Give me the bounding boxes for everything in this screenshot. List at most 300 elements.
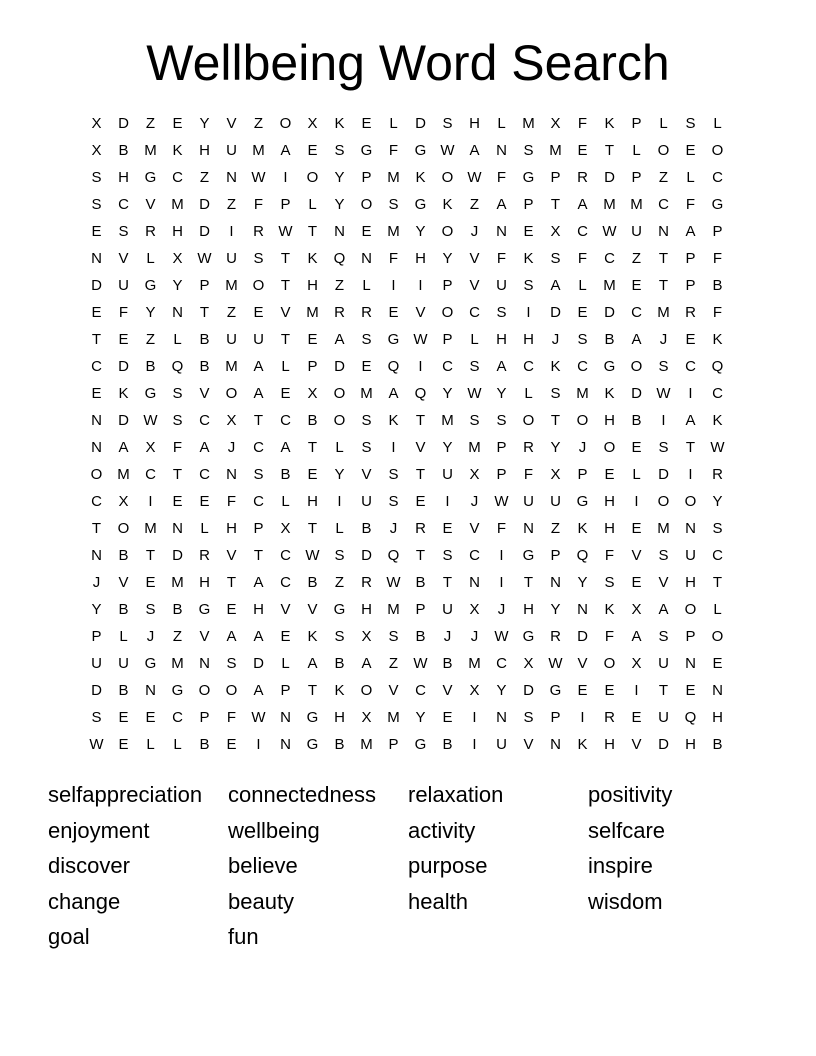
grid-letter: L: [686, 169, 695, 186]
grid-letter: J: [578, 439, 587, 456]
grid-letter: S: [361, 331, 372, 348]
grid-letter: J: [146, 628, 155, 645]
grid-letter: O: [711, 142, 724, 159]
grid-letter: R: [145, 223, 156, 240]
grid-letter: T: [415, 547, 426, 564]
grid-letter: Y: [172, 277, 183, 294]
grid-letter: B: [415, 574, 426, 591]
grid-letter: E: [631, 277, 642, 294]
grid-letter: L: [146, 250, 155, 267]
grid-letter: C: [685, 358, 696, 375]
grid-letter: D: [361, 547, 372, 564]
grid-letter: N: [658, 223, 669, 240]
grid-letter: O: [225, 682, 238, 699]
grid-letter: X: [361, 709, 372, 726]
grid-letter: J: [227, 439, 236, 456]
grid-letter: A: [334, 331, 345, 348]
grid-letter: X: [91, 142, 102, 159]
grid-letter: T: [91, 331, 102, 348]
grid-letter: E: [145, 709, 156, 726]
grid-letter: B: [118, 601, 129, 618]
grid-letter: R: [415, 520, 426, 537]
grid-letter: A: [496, 196, 507, 213]
grid-letter: G: [522, 169, 535, 186]
grid-letter: F: [685, 196, 696, 213]
grid-letter: I: [472, 709, 477, 726]
grid-letter: W: [386, 574, 401, 591]
grid-letter: W: [710, 439, 725, 456]
grid-letter: A: [118, 439, 129, 456]
grid-letter: U: [496, 277, 507, 294]
grid-letter: N: [334, 223, 345, 240]
grid-letter: O: [684, 493, 697, 510]
grid-letter: D: [118, 412, 129, 429]
grid-letter: B: [334, 655, 345, 672]
grid-letter: J: [551, 331, 560, 348]
grid-letter: V: [280, 304, 291, 321]
word-list-item: selfappreciation: [48, 782, 203, 807]
grid-letter: U: [631, 223, 642, 240]
grid-letter: Z: [253, 115, 264, 132]
grid-letter: H: [334, 709, 345, 726]
grid-letter: I: [688, 466, 693, 483]
word-list-item: connectedness: [228, 782, 376, 807]
grid-letter: E: [226, 736, 237, 753]
grid-letter: L: [173, 736, 182, 753]
grid-letter: L: [497, 115, 506, 132]
grid-letter: A: [199, 439, 210, 456]
grid-letter: K: [388, 412, 399, 429]
grid-letter: O: [225, 385, 238, 402]
grid-letter: V: [118, 574, 129, 591]
grid-letter: C: [145, 466, 156, 483]
grid-letter: K: [604, 601, 615, 618]
grid-letter: L: [389, 115, 398, 132]
grid-letter: V: [469, 277, 480, 294]
grid-letter: V: [523, 736, 534, 753]
grid-letter: X: [172, 250, 183, 267]
grid-letter: E: [361, 358, 372, 375]
grid-letter: W: [413, 655, 428, 672]
grid-letter: V: [145, 196, 156, 213]
grid-letter: E: [253, 304, 264, 321]
grid-letter: S: [523, 142, 534, 159]
grid-letter: S: [118, 223, 129, 240]
grid-letter: T: [415, 412, 426, 429]
grid-letter: E: [118, 331, 129, 348]
grid-letter: Z: [388, 655, 399, 672]
grid-letter: D: [118, 115, 129, 132]
grid-letter: D: [91, 682, 102, 699]
grid-letter: G: [144, 169, 157, 186]
grid-letter: L: [578, 277, 587, 294]
grid-letter: S: [523, 709, 534, 726]
grid-letter: U: [658, 709, 669, 726]
grid-letter: S: [550, 250, 561, 267]
word-list-item: health: [408, 888, 468, 914]
grid-letter: R: [361, 304, 372, 321]
grid-letter: T: [145, 547, 156, 564]
grid-letter: A: [631, 628, 642, 645]
grid-letter: H: [712, 709, 723, 726]
grid-letter: W: [467, 385, 482, 402]
grid-letter: A: [307, 655, 318, 672]
grid-letter: M: [360, 385, 373, 402]
grid-letter: S: [658, 358, 669, 375]
word-list-item: fun: [228, 924, 259, 949]
grid-letter: F: [496, 169, 507, 186]
grid-letter: S: [388, 493, 399, 510]
grid-letter: Q: [711, 358, 724, 375]
grid-row: [83, 650, 731, 677]
grid-letter: G: [387, 331, 400, 348]
grid-letter: D: [604, 169, 615, 186]
grid-letter: M: [360, 736, 373, 753]
grid-letter: U: [361, 493, 372, 510]
grid-letter: Y: [442, 250, 453, 267]
grid-letter: U: [226, 250, 237, 267]
grid-letter: L: [632, 142, 641, 159]
grid-letter: Z: [550, 520, 561, 537]
grid-letter: S: [91, 196, 102, 213]
grid-letter: F: [577, 250, 588, 267]
grid-letter: T: [280, 250, 291, 267]
grid-letter: T: [307, 223, 318, 240]
grid-letter: I: [337, 493, 342, 510]
grid-letter: V: [631, 547, 642, 564]
grid-letter: I: [256, 736, 261, 753]
grid-row: [83, 677, 731, 704]
grid-letter: C: [469, 547, 480, 564]
grid-letter: T: [307, 520, 318, 537]
grid-letter: K: [577, 520, 588, 537]
grid-letter: P: [685, 628, 696, 645]
grid-letter: T: [523, 574, 534, 591]
grid-letter: E: [685, 331, 696, 348]
grid-letter: D: [658, 736, 669, 753]
grid-letter: F: [226, 709, 237, 726]
grid-letter: U: [442, 601, 453, 618]
grid-letter: P: [523, 196, 534, 213]
grid-letter: F: [604, 547, 615, 564]
grid-letter: M: [252, 142, 265, 159]
grid-letter: D: [604, 304, 615, 321]
grid-letter: L: [524, 385, 533, 402]
grid-letter: E: [388, 304, 399, 321]
grid-letter: G: [306, 709, 319, 726]
grid-letter: N: [91, 412, 102, 429]
grid-letter: E: [118, 709, 129, 726]
grid-letter: U: [253, 331, 264, 348]
grid-letter: I: [661, 412, 666, 429]
grid-letter: H: [604, 493, 615, 510]
grid-letter: S: [388, 466, 399, 483]
grid-letter: C: [712, 169, 723, 186]
grid-letter: M: [171, 655, 184, 672]
grid-letter: N: [361, 250, 372, 267]
word-list-item: goal: [48, 924, 90, 949]
grid-letter: P: [550, 547, 561, 564]
grid-letter: U: [226, 331, 237, 348]
grid-letter: B: [199, 331, 210, 348]
grid-letter: V: [361, 466, 372, 483]
grid-letter: N: [469, 574, 480, 591]
grid-letter: F: [226, 493, 237, 510]
grid-row: [83, 704, 731, 731]
word-list-item: selfcare: [588, 817, 666, 843]
grid-letter: W: [413, 331, 428, 348]
grid-letter: V: [658, 574, 669, 591]
grid-letter: Y: [712, 493, 723, 510]
grid-letter: F: [388, 250, 399, 267]
grid-letter: U: [442, 466, 453, 483]
grid-letter: E: [172, 493, 183, 510]
grid-letter: Q: [414, 385, 427, 402]
grid-letter: S: [604, 574, 615, 591]
grid-letter: Y: [334, 466, 345, 483]
grid-letter: Z: [226, 196, 237, 213]
grid-letter: S: [469, 412, 480, 429]
grid-letter: X: [469, 466, 480, 483]
grid-letter: C: [280, 547, 291, 564]
grid-letter: E: [712, 655, 723, 672]
grid-letter: N: [280, 736, 291, 753]
page-title: Wellbeing Word Search: [146, 35, 670, 91]
grid-letter: A: [496, 358, 507, 375]
grid-letter: A: [253, 385, 264, 402]
grid-letter: U: [685, 547, 696, 564]
grid-letter: S: [253, 466, 264, 483]
grid-row: [83, 137, 731, 164]
grid-letter: W: [305, 547, 320, 564]
grid-letter: Y: [442, 385, 453, 402]
grid-row: [83, 461, 731, 488]
grid-letter: H: [199, 574, 210, 591]
grid-letter: M: [306, 304, 319, 321]
grid-letter: H: [523, 601, 534, 618]
grid-letter: Y: [496, 682, 507, 699]
word-list-item: believe: [228, 853, 298, 878]
grid-letter: O: [711, 628, 724, 645]
grid-letter: K: [334, 682, 345, 699]
grid-letter: T: [658, 250, 669, 267]
grid-letter: H: [469, 115, 480, 132]
grid-letter: X: [280, 520, 291, 537]
grid-letter: A: [685, 223, 696, 240]
grid-letter: R: [253, 223, 264, 240]
grid-row: [83, 488, 731, 515]
word-list: [48, 777, 768, 955]
grid-letter: Z: [334, 277, 345, 294]
grid-letter: G: [576, 493, 589, 510]
word-list-item: discover: [48, 853, 130, 878]
grid-letter: C: [280, 574, 291, 591]
grid-letter: Z: [469, 196, 480, 213]
grid-letter: T: [280, 277, 291, 294]
grid-letter: P: [631, 169, 642, 186]
word-list-item: wisdom: [588, 888, 663, 914]
grid-letter: F: [577, 115, 588, 132]
grid-letter: M: [657, 520, 670, 537]
grid-letter: B: [199, 358, 210, 375]
grid-letter: J: [497, 601, 506, 618]
grid-letter: D: [172, 547, 183, 564]
grid-letter: P: [631, 115, 642, 132]
grid-letter: C: [280, 412, 291, 429]
grid-letter: Z: [658, 169, 669, 186]
grid-letter: A: [253, 682, 264, 699]
grid-letter: J: [470, 223, 479, 240]
grid-letter: A: [361, 655, 372, 672]
grid-row: [83, 596, 731, 623]
grid-row: [83, 272, 731, 299]
grid-letter: Y: [334, 196, 345, 213]
grid-letter: G: [414, 736, 427, 753]
grid-letter: O: [306, 169, 319, 186]
grid-letter: Y: [442, 439, 453, 456]
grid-letter: N: [91, 439, 102, 456]
grid-letter: N: [172, 304, 183, 321]
grid-letter: S: [550, 385, 561, 402]
grid-letter: G: [333, 601, 346, 618]
grid-letter: S: [658, 439, 669, 456]
grid-letter: S: [577, 331, 588, 348]
grid-letter: G: [171, 682, 184, 699]
grid-letter: Q: [333, 250, 346, 267]
grid-letter: J: [470, 628, 479, 645]
grid-row: [83, 434, 731, 461]
grid-letter: H: [307, 277, 318, 294]
grid-letter: V: [280, 601, 291, 618]
grid-letter: P: [442, 277, 453, 294]
grid-letter: C: [172, 169, 183, 186]
grid-letter: M: [657, 304, 670, 321]
grid-letter: V: [226, 115, 237, 132]
grid-letter: N: [685, 655, 696, 672]
grid-letter: E: [523, 223, 534, 240]
grid-row: [83, 542, 731, 569]
word-list-item: inspire: [588, 853, 653, 878]
grid-letter: I: [391, 277, 396, 294]
grid-letter: B: [199, 736, 210, 753]
grid-letter: V: [469, 250, 480, 267]
grid-letter: T: [91, 520, 102, 537]
grid-letter: G: [522, 628, 535, 645]
grid-letter: G: [414, 196, 427, 213]
grid-letter: S: [442, 115, 453, 132]
word-list-item: beauty: [228, 888, 295, 914]
grid-row: [83, 326, 731, 353]
grid-letter: N: [280, 709, 291, 726]
grid-letter: V: [118, 250, 129, 267]
grid-letter: N: [550, 574, 561, 591]
grid-letter: L: [713, 601, 722, 618]
grid-letter: V: [307, 601, 318, 618]
grid-letter: I: [634, 682, 639, 699]
grid-row: [83, 407, 731, 434]
grid-letter: D: [253, 655, 264, 672]
grid-letter: K: [118, 385, 129, 402]
grid-letter: S: [361, 412, 372, 429]
grid-letter: T: [685, 439, 696, 456]
grid-letter: Y: [496, 385, 507, 402]
grid-letter: Y: [145, 304, 156, 321]
grid-letter: F: [496, 250, 507, 267]
grid-letter: O: [333, 412, 346, 429]
grid-letter: O: [441, 169, 454, 186]
grid-letter: E: [577, 682, 588, 699]
grid-letter: M: [576, 385, 589, 402]
grid-letter: T: [550, 412, 561, 429]
grid-letter: U: [496, 736, 507, 753]
grid-letter: E: [91, 223, 102, 240]
grid-letter: O: [603, 439, 616, 456]
grid-letter: Y: [577, 574, 588, 591]
grid-letter: J: [389, 520, 398, 537]
grid-letter: Z: [226, 304, 237, 321]
grid-letter: N: [523, 520, 534, 537]
grid-letter: I: [472, 736, 477, 753]
grid-letter: Y: [91, 601, 102, 618]
word-list-item: positivity: [588, 782, 673, 807]
grid-letter: C: [253, 493, 264, 510]
grid-letter: E: [172, 115, 183, 132]
grid-letter: G: [144, 385, 157, 402]
grid-letter: N: [172, 520, 183, 537]
grid-letter: T: [199, 304, 210, 321]
grid-letter: M: [603, 277, 616, 294]
grid-letter: Z: [172, 628, 183, 645]
grid-letter: D: [658, 466, 669, 483]
grid-letter: H: [199, 142, 210, 159]
grid-letter: E: [307, 331, 318, 348]
grid-letter: N: [199, 655, 210, 672]
grid-letter: X: [145, 439, 156, 456]
grid-row: [83, 299, 731, 326]
grid-letter: C: [118, 196, 129, 213]
grid-letter: Y: [199, 115, 210, 132]
grid-letter: F: [253, 196, 264, 213]
grid-letter: C: [199, 412, 210, 429]
grid-letter: Z: [145, 331, 156, 348]
grid-letter: V: [415, 439, 426, 456]
grid-letter: W: [440, 142, 455, 159]
grid-letter: Z: [631, 250, 642, 267]
grid-letter: O: [441, 304, 454, 321]
grid-letter: P: [550, 709, 561, 726]
grid-letter: M: [117, 466, 130, 483]
grid-row: [83, 515, 731, 542]
grid-letter: A: [253, 358, 264, 375]
grid-letter: M: [171, 574, 184, 591]
grid-letter: B: [334, 736, 345, 753]
grid-letter: P: [307, 358, 318, 375]
grid-letter: W: [602, 223, 617, 240]
grid-letter: O: [657, 493, 670, 510]
grid-letter: T: [658, 682, 669, 699]
grid-letter: S: [334, 142, 345, 159]
grid-letter: X: [361, 628, 372, 645]
grid-letter: A: [226, 628, 237, 645]
grid-letter: X: [469, 682, 480, 699]
grid-letter: Y: [415, 223, 426, 240]
grid-letter: B: [172, 601, 183, 618]
grid-letter: C: [172, 709, 183, 726]
grid-letter: H: [604, 412, 615, 429]
grid-letter: F: [388, 142, 399, 159]
grid-letter: P: [199, 709, 210, 726]
grid-letter: L: [173, 331, 182, 348]
